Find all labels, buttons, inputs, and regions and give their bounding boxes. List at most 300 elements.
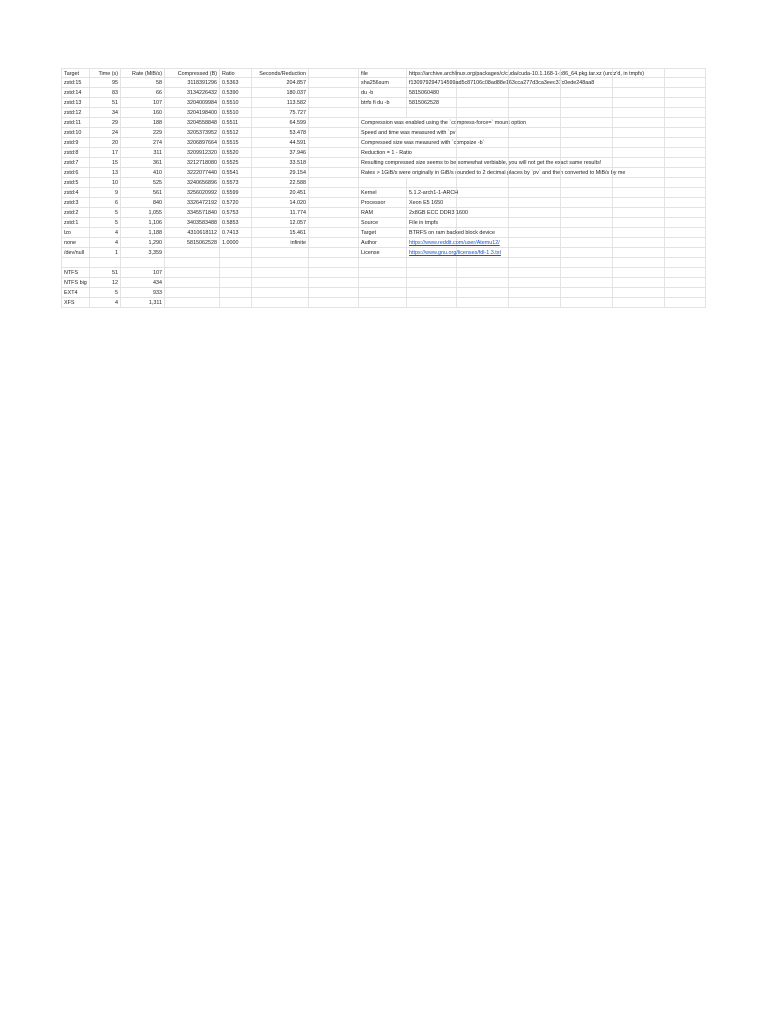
table-cell[interactable]	[309, 108, 359, 118]
table-cell[interactable]: 5	[90, 218, 121, 228]
empty-cell[interactable]	[509, 238, 561, 248]
info-label[interactable]	[359, 288, 407, 298]
table-cell[interactable]	[61, 258, 90, 268]
empty-cell[interactable]	[665, 288, 706, 298]
table-cell[interactable]	[309, 78, 359, 88]
empty-cell[interactable]	[613, 298, 665, 308]
empty-cell[interactable]	[561, 88, 613, 98]
empty-cell[interactable]	[509, 228, 561, 238]
empty-cell[interactable]	[457, 288, 509, 298]
empty-cell[interactable]	[509, 158, 561, 168]
info-value[interactable]	[407, 108, 457, 118]
info-label[interactable]: btrfs fi du -b	[359, 98, 407, 108]
info-label[interactable]: Author	[359, 238, 407, 248]
table-cell[interactable]	[165, 248, 220, 258]
table-cell[interactable]	[165, 258, 220, 268]
table-cell[interactable]: zstd:9	[61, 138, 90, 148]
table-cell[interactable]: 14.020	[252, 198, 309, 208]
info-label[interactable]: Source	[359, 218, 407, 228]
empty-cell[interactable]	[665, 148, 706, 158]
empty-cell[interactable]	[561, 68, 613, 78]
table-cell[interactable]	[121, 258, 165, 268]
table-cell[interactable]: 13	[90, 168, 121, 178]
empty-cell[interactable]	[457, 198, 509, 208]
empty-cell[interactable]	[665, 218, 706, 228]
table-cell[interactable]: 1,311	[121, 298, 165, 308]
info-label[interactable]: Reduction = 1 - Ratio	[361, 150, 412, 156]
empty-cell[interactable]	[613, 228, 665, 238]
empty-cell[interactable]	[457, 278, 509, 288]
empty-cell[interactable]	[613, 88, 665, 98]
table-cell[interactable]: zstd:10	[61, 128, 90, 138]
column-header[interactable]: Seconds/Reduction	[252, 68, 309, 78]
info-label[interactable]: Compression was enabled using the `compress-force=` mount option	[361, 120, 526, 126]
table-cell[interactable]: 44.591	[252, 138, 309, 148]
empty-cell[interactable]	[561, 238, 613, 248]
empty-cell[interactable]	[457, 258, 509, 268]
empty-cell[interactable]	[665, 238, 706, 248]
table-cell[interactable]: 1	[90, 248, 121, 258]
table-cell[interactable]: 15	[90, 158, 121, 168]
info-value[interactable]: File in tmpfs	[407, 218, 457, 228]
info-value[interactable]	[407, 298, 457, 308]
table-cell[interactable]: 0.5511	[220, 118, 252, 128]
table-cell[interactable]	[309, 228, 359, 238]
empty-cell[interactable]	[509, 258, 561, 268]
info-link[interactable]	[407, 238, 500, 248]
empty-cell[interactable]	[561, 178, 613, 188]
info-value[interactable]	[407, 168, 457, 178]
empty-cell[interactable]	[613, 278, 665, 288]
table-cell[interactable]	[252, 258, 309, 268]
empty-cell[interactable]	[613, 188, 665, 198]
empty-cell[interactable]	[457, 98, 509, 108]
info-label[interactable]: file	[359, 68, 407, 78]
empty-cell[interactable]	[665, 228, 706, 238]
table-cell[interactable]: lzo	[61, 228, 90, 238]
table-cell[interactable]: 51	[90, 98, 121, 108]
table-cell[interactable]: 24	[90, 128, 121, 138]
table-cell[interactable]: 3118391296	[165, 78, 220, 88]
empty-cell[interactable]	[613, 68, 665, 78]
empty-cell[interactable]	[457, 68, 509, 78]
info-label[interactable]: Target	[359, 228, 407, 238]
table-cell[interactable]: 4310618112	[165, 228, 220, 238]
empty-cell[interactable]	[457, 268, 509, 278]
table-cell[interactable]: 20.451	[252, 188, 309, 198]
info-value[interactable]: 2x8GB ECC DDR3 1600	[409, 210, 469, 216]
info-value[interactable]: 5815060480	[407, 88, 457, 98]
empty-cell[interactable]	[561, 268, 613, 278]
empty-cell[interactable]	[509, 148, 561, 158]
empty-cell[interactable]	[613, 208, 665, 218]
table-cell[interactable]	[309, 238, 359, 248]
table-cell[interactable]: 0.5525	[220, 158, 252, 168]
table-cell[interactable]: 9	[90, 188, 121, 198]
table-cell[interactable]: zstd:15	[61, 78, 90, 88]
info-label[interactable]	[359, 258, 407, 268]
table-cell[interactable]	[165, 278, 220, 288]
table-cell[interactable]	[309, 168, 359, 178]
table-cell[interactable]: 1,055	[121, 208, 165, 218]
empty-cell[interactable]	[665, 128, 706, 138]
info-value[interactable]	[407, 268, 457, 278]
table-cell[interactable]: 525	[121, 178, 165, 188]
table-cell[interactable]	[309, 288, 359, 298]
empty-cell[interactable]	[509, 248, 561, 258]
table-cell[interactable]	[309, 128, 359, 138]
table-cell[interactable]: 3240656896	[165, 178, 220, 188]
empty-cell[interactable]	[561, 108, 613, 118]
table-cell[interactable]: 3212718080	[165, 158, 220, 168]
info-value[interactable]	[407, 138, 457, 148]
empty-cell[interactable]	[509, 288, 561, 298]
table-cell[interactable]: 0.5520	[220, 148, 252, 158]
table-cell[interactable]: 20	[90, 138, 121, 148]
table-cell[interactable]	[309, 218, 359, 228]
empty-cell[interactable]	[457, 178, 509, 188]
empty-cell[interactable]	[509, 138, 561, 148]
table-cell[interactable]	[309, 268, 359, 278]
table-cell[interactable]: 180.037	[252, 88, 309, 98]
table-cell[interactable]: zstd:5	[61, 178, 90, 188]
empty-cell[interactable]	[561, 218, 613, 228]
table-cell[interactable]: XFS	[61, 298, 90, 308]
table-cell[interactable]: infinite	[252, 238, 309, 248]
info-label[interactable]	[359, 178, 407, 188]
empty-cell[interactable]	[457, 188, 509, 198]
table-cell[interactable]: 11.774	[252, 208, 309, 218]
table-cell[interactable]: 12.057	[252, 218, 309, 228]
table-cell[interactable]: zstd:1	[61, 218, 90, 228]
empty-cell[interactable]	[457, 138, 509, 148]
empty-cell[interactable]	[665, 168, 706, 178]
info-value[interactable]	[407, 148, 457, 158]
table-cell[interactable]: 0.5599	[220, 188, 252, 198]
table-cell[interactable]	[309, 118, 359, 128]
table-cell[interactable]: 0.5720	[220, 198, 252, 208]
table-cell[interactable]: 66	[121, 88, 165, 98]
table-cell[interactable]: 107	[121, 268, 165, 278]
info-label[interactable]: RAM	[359, 208, 407, 218]
empty-cell[interactable]	[561, 298, 613, 308]
table-cell[interactable]: 311	[121, 148, 165, 158]
empty-cell[interactable]	[509, 188, 561, 198]
empty-cell[interactable]	[613, 98, 665, 108]
empty-cell[interactable]	[561, 78, 613, 88]
empty-cell[interactable]	[613, 198, 665, 208]
table-cell[interactable]	[165, 298, 220, 308]
table-cell[interactable]: 4	[90, 298, 121, 308]
table-cell[interactable]: zstd:4	[61, 188, 90, 198]
table-cell[interactable]: none	[61, 238, 90, 248]
empty-cell[interactable]	[561, 258, 613, 268]
table-cell[interactable]: 0.5573	[220, 178, 252, 188]
empty-cell[interactable]	[561, 128, 613, 138]
table-cell[interactable]	[165, 288, 220, 298]
table-cell[interactable]	[309, 138, 359, 148]
empty-cell[interactable]	[509, 88, 561, 98]
table-cell[interactable]	[220, 258, 252, 268]
empty-cell[interactable]	[509, 268, 561, 278]
table-cell[interactable]: 3,359	[121, 248, 165, 258]
table-cell[interactable]: 274	[121, 138, 165, 148]
table-cell[interactable]: 22.588	[252, 178, 309, 188]
table-cell[interactable]: 3326472192	[165, 198, 220, 208]
table-cell[interactable]: 0.5363	[220, 78, 252, 88]
empty-cell[interactable]	[665, 248, 706, 258]
empty-cell[interactable]	[509, 128, 561, 138]
table-cell[interactable]: 95	[90, 78, 121, 88]
table-cell[interactable]	[309, 298, 359, 308]
table-cell[interactable]	[309, 188, 359, 198]
column-header[interactable]: Time (s)	[90, 68, 121, 78]
empty-cell[interactable]	[665, 178, 706, 188]
table-cell[interactable]: zstd:7	[61, 158, 90, 168]
table-cell[interactable]: 361	[121, 158, 165, 168]
empty-cell[interactable]	[561, 208, 613, 218]
table-cell[interactable]: 1,106	[121, 218, 165, 228]
empty-cell[interactable]	[665, 298, 706, 308]
info-label[interactable]: Speed and time was measured with `pv`	[361, 130, 458, 136]
table-cell[interactable]: 4	[90, 228, 121, 238]
table-cell[interactable]: zstd:14	[61, 88, 90, 98]
info-label[interactable]	[359, 108, 407, 118]
table-cell[interactable]	[220, 278, 252, 288]
info-label[interactable]: du -b	[359, 88, 407, 98]
info-value[interactable]: BTRFS on ram backed block device	[409, 230, 495, 236]
empty-cell[interactable]	[665, 258, 706, 268]
info-value[interactable]: f130979294714599ad5c87106c08ad88e163cca277d3ca3eec37c0ede248aa8	[409, 80, 595, 86]
table-cell[interactable]: 10	[90, 178, 121, 188]
table-cell[interactable]: 561	[121, 188, 165, 198]
table-cell[interactable]	[220, 288, 252, 298]
table-cell[interactable]: 37.946	[252, 148, 309, 158]
empty-cell[interactable]	[457, 108, 509, 118]
table-cell[interactable]	[252, 268, 309, 278]
info-label[interactable]: sha256sum	[359, 78, 407, 88]
info-label[interactable]: Resulting compressed size seems to be somewhat verbiable, you will not get the exact same results!	[361, 160, 602, 166]
table-cell[interactable]: 229	[121, 128, 165, 138]
empty-cell[interactable]	[613, 268, 665, 278]
table-cell[interactable]: EXT4	[61, 288, 90, 298]
info-label[interactable]: License	[359, 248, 407, 258]
empty-cell[interactable]	[665, 198, 706, 208]
table-cell[interactable]: 0.5515	[220, 138, 252, 148]
column-header[interactable]: Compressed (B)	[165, 68, 220, 78]
table-cell[interactable]: 0.5510	[220, 98, 252, 108]
empty-cell[interactable]	[613, 78, 665, 88]
table-cell[interactable]: 3205373952	[165, 128, 220, 138]
empty-cell[interactable]	[457, 148, 509, 158]
table-cell[interactable]	[309, 178, 359, 188]
info-value[interactable]: https://archive.archlinux.org/packages/c/cuda/cuda-10.1.168-1-x86_64.pkg.tar.xz (unxz'd, in tmpfs)	[407, 68, 457, 78]
empty-cell[interactable]	[457, 78, 509, 88]
table-cell[interactable]: 0.7413	[220, 228, 252, 238]
info-label[interactable]: Rates > 1GiB/s were originally in GiB/s rounded to 2 decimal places by `pv` and then converted to MiB/s by me	[361, 170, 626, 176]
empty-cell[interactable]	[613, 178, 665, 188]
empty-cell[interactable]	[457, 158, 509, 168]
info-value[interactable]: 5815062528	[407, 98, 457, 108]
table-cell[interactable]: 3345571840	[165, 208, 220, 218]
table-cell[interactable]	[165, 268, 220, 278]
table-cell[interactable]	[220, 268, 252, 278]
empty-cell[interactable]	[665, 88, 706, 98]
info-label[interactable]	[359, 298, 407, 308]
empty-cell[interactable]	[665, 98, 706, 108]
empty-cell[interactable]	[665, 78, 706, 88]
table-cell[interactable]: 0.5510	[220, 108, 252, 118]
table-cell[interactable]	[90, 258, 121, 268]
table-cell[interactable]: 3204558848	[165, 118, 220, 128]
empty-cell[interactable]	[613, 168, 665, 178]
empty-cell[interactable]	[613, 108, 665, 118]
column-header[interactable]: Rate (MiB/s)	[121, 68, 165, 78]
empty-cell[interactable]	[613, 118, 665, 128]
empty-cell[interactable]	[509, 298, 561, 308]
table-cell[interactable]: 17	[90, 148, 121, 158]
table-cell[interactable]: 107	[121, 98, 165, 108]
empty-cell[interactable]	[561, 158, 613, 168]
empty-cell[interactable]	[509, 108, 561, 118]
table-cell[interactable]: 3209912320	[165, 148, 220, 158]
table-cell[interactable]: 933	[121, 288, 165, 298]
info-label[interactable]: Processor	[359, 198, 407, 208]
table-cell[interactable]: 58	[121, 78, 165, 88]
empty-cell[interactable]	[561, 98, 613, 108]
table-cell[interactable]: 1.0000	[220, 238, 252, 248]
empty-cell[interactable]	[509, 98, 561, 108]
empty-cell[interactable]	[613, 218, 665, 228]
empty-cell[interactable]	[457, 118, 509, 128]
table-cell[interactable]: 0.5512	[220, 128, 252, 138]
empty-cell[interactable]	[613, 258, 665, 268]
info-value[interactable]	[407, 118, 457, 128]
empty-cell[interactable]	[509, 118, 561, 128]
empty-cell[interactable]	[561, 188, 613, 198]
info-value[interactable]	[407, 288, 457, 298]
table-cell[interactable]: 12	[90, 278, 121, 288]
table-cell[interactable]: 33.518	[252, 158, 309, 168]
table-cell[interactable]: 1,188	[121, 228, 165, 238]
info-value[interactable]	[407, 278, 457, 288]
table-cell[interactable]: 3403583488	[165, 218, 220, 228]
empty-cell[interactable]	[561, 248, 613, 258]
empty-cell[interactable]	[665, 188, 706, 198]
empty-cell[interactable]	[509, 168, 561, 178]
table-cell[interactable]: 3204009984	[165, 98, 220, 108]
table-cell[interactable]: 0.5853	[220, 218, 252, 228]
table-cell[interactable]: 5	[90, 288, 121, 298]
table-cell[interactable]: NTFS big	[61, 278, 90, 288]
table-cell[interactable]: 5815062528	[165, 238, 220, 248]
empty-cell[interactable]	[509, 178, 561, 188]
empty-cell[interactable]	[561, 138, 613, 148]
empty-cell[interactable]	[561, 168, 613, 178]
empty-cell[interactable]	[457, 248, 509, 258]
info-value[interactable]	[407, 178, 457, 188]
table-cell[interactable]: zstd:8	[61, 148, 90, 158]
table-cell[interactable]	[309, 248, 359, 258]
table-cell[interactable]	[252, 278, 309, 288]
table-cell[interactable]: 0.5390	[220, 88, 252, 98]
table-cell[interactable]: 3256020992	[165, 188, 220, 198]
empty-cell[interactable]	[509, 278, 561, 288]
table-cell[interactable]	[309, 258, 359, 268]
table-cell[interactable]: 113.582	[252, 98, 309, 108]
empty-cell[interactable]	[665, 278, 706, 288]
column-header[interactable]	[309, 68, 359, 78]
table-cell[interactable]	[252, 298, 309, 308]
info-label[interactable]: Compressed size was measured with `compsize -b`	[361, 140, 485, 146]
table-cell[interactable]: 3134226432	[165, 88, 220, 98]
empty-cell[interactable]	[457, 208, 509, 218]
table-cell[interactable]: 3204198400	[165, 108, 220, 118]
table-cell[interactable]: 160	[121, 108, 165, 118]
empty-cell[interactable]	[509, 198, 561, 208]
table-cell[interactable]: 5	[90, 208, 121, 218]
table-cell[interactable]	[220, 298, 252, 308]
table-cell[interactable]: 51	[90, 268, 121, 278]
table-cell[interactable]: zstd:6	[61, 168, 90, 178]
table-cell[interactable]: zstd:2	[61, 208, 90, 218]
empty-cell[interactable]	[561, 228, 613, 238]
table-cell[interactable]: 434	[121, 278, 165, 288]
empty-cell[interactable]	[561, 288, 613, 298]
info-label[interactable]	[359, 278, 407, 288]
empty-cell[interactable]	[509, 78, 561, 88]
table-cell[interactable]: zstd:11	[61, 118, 90, 128]
table-cell[interactable]: 15.461	[252, 228, 309, 238]
table-cell[interactable]: zstd:13	[61, 98, 90, 108]
info-value[interactable]	[407, 128, 457, 138]
empty-cell[interactable]	[613, 238, 665, 248]
empty-cell[interactable]	[561, 118, 613, 128]
table-cell[interactable]: 75.727	[252, 108, 309, 118]
info-value[interactable]: 5.1.2-arch1-1-ARCH	[409, 190, 459, 196]
table-cell[interactable]: 204.857	[252, 78, 309, 88]
table-cell[interactable]: 3206897664	[165, 138, 220, 148]
table-cell[interactable]	[309, 278, 359, 288]
empty-cell[interactable]	[509, 208, 561, 218]
table-cell[interactable]: 29.154	[252, 168, 309, 178]
empty-cell[interactable]	[457, 88, 509, 98]
empty-cell[interactable]	[613, 248, 665, 258]
empty-cell[interactable]	[561, 198, 613, 208]
empty-cell[interactable]	[457, 228, 509, 238]
hyperlink[interactable]: https://www.reddit.com/user/Atemu12/	[409, 240, 500, 246]
column-header[interactable]: Target	[61, 68, 90, 78]
info-label[interactable]: Kernel	[359, 188, 407, 198]
empty-cell[interactable]	[613, 158, 665, 168]
empty-cell[interactable]	[665, 158, 706, 168]
info-value[interactable]	[407, 158, 457, 168]
empty-cell[interactable]	[457, 128, 509, 138]
empty-cell[interactable]	[613, 288, 665, 298]
column-header[interactable]: Ratio	[220, 68, 252, 78]
empty-cell[interactable]	[509, 218, 561, 228]
table-cell[interactable]: 0.5753	[220, 208, 252, 218]
table-cell[interactable]: 0.5541	[220, 168, 252, 178]
info-link[interactable]	[407, 248, 501, 258]
table-cell[interactable]	[309, 198, 359, 208]
empty-cell[interactable]	[613, 128, 665, 138]
table-cell[interactable]	[252, 248, 309, 258]
table-cell[interactable]: 840	[121, 198, 165, 208]
empty-cell[interactable]	[509, 68, 561, 78]
table-cell[interactable]: 53.478	[252, 128, 309, 138]
table-cell[interactable]	[309, 158, 359, 168]
